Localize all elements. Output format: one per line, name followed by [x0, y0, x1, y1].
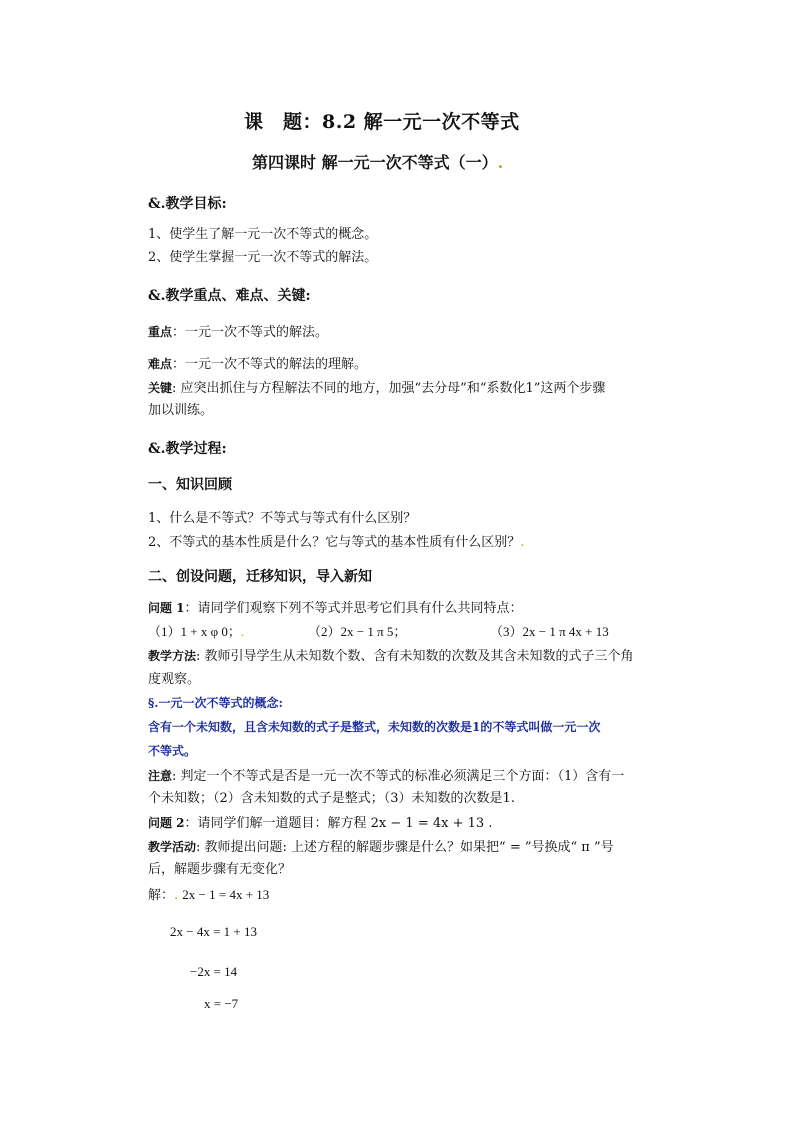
focus-line	[148, 322, 328, 343]
method-line-2: 度观察。	[148, 672, 201, 687]
note-label: 注意	[148, 769, 173, 783]
goals-heading: &.教学目标:	[148, 196, 227, 212]
problem-2-text: ：请同学们解一道题目：解方程 2x − 1 = 4x + 13 .	[184, 816, 493, 831]
problem-1-label: 问题 1	[148, 601, 185, 615]
key-label: 关键	[148, 381, 173, 395]
difficulty-label: 难点	[148, 357, 173, 371]
solution-mark: .	[174, 888, 179, 903]
problem-2-line	[148, 813, 492, 834]
problem-1-line	[148, 598, 523, 619]
goal-item-2: 2、使学生掌握一元一次不等式的解法。	[148, 250, 378, 265]
key-text-1: : 应突出抓住与方程解法不同的地方，加强“去分母”和“系数化1”这两个步骤	[172, 381, 606, 396]
review-question-2-mark: .	[520, 535, 525, 550]
solution-step-1: 2x − 1 = 4x + 13	[182, 887, 270, 902]
focus-label: 重点	[148, 325, 173, 339]
difficulty-line	[148, 354, 367, 375]
note-text-1: : 判定一个不等式是否是一元一次不等式的标准必须满足三个方面：（1）含有一	[172, 769, 625, 784]
goal-item-1: 1、使学生了解一元一次不等式的概念。	[148, 227, 378, 242]
review-question-2-text: 2、不等式的基本性质是什么？它与等式的基本性质有什么区别？	[148, 535, 521, 550]
activity-line-1	[148, 837, 614, 858]
activity-line-2: 后，解题步骤有无变化？	[148, 862, 292, 877]
activity-label: 教学活动	[148, 840, 197, 854]
key-line-1	[148, 378, 605, 399]
concept-definition-1: 含有一个未知数，且含未知数的式子是整式，未知数的次数是1的不等式叫做一元一次	[148, 720, 601, 734]
activity-text-1: : 教师提出问题: 上述方程的解题步骤是什么？如果把“ = ”号换成“ π ”号	[196, 840, 614, 855]
key-line-2: 加以训练。	[148, 403, 214, 418]
note-line-2: 个未知数；（2）含未知数的式子是整式；（3）未知数的次数是1.	[148, 791, 515, 806]
subtitle-mark: .	[497, 153, 504, 172]
inequality-1-text: （1）1 + x φ 0；	[148, 624, 241, 639]
problem-2-label: 问题 2	[148, 816, 185, 830]
solution-step-2: 2x − 4x = 1 + 13	[170, 924, 257, 939]
keypoints-heading: &.教学重点、难点、关键:	[148, 288, 311, 304]
solution-line	[148, 885, 269, 906]
difficulty-text: ：一元一次不等式的解法的理解。	[172, 357, 368, 372]
inequality-1	[148, 622, 244, 642]
subtitle-text: 第四课时 解一元一次不等式（一）	[252, 153, 498, 172]
solution-label: 解：	[148, 888, 175, 903]
section-new-knowledge-heading: 二、创设问题，迁移知识，导入新知	[148, 569, 372, 585]
method-label: 教学方法	[148, 649, 197, 663]
solution-step-4: x = −7	[204, 996, 239, 1011]
note-line-1	[148, 766, 624, 787]
concept-heading: §.一元一次不等式的概念:	[148, 696, 283, 710]
review-question-1: 1、什么是不等式？不等式与等式有什么区别？	[148, 511, 417, 526]
inequality-1-mark: .	[240, 624, 245, 639]
concept-definition-2: 不等式。	[148, 744, 197, 758]
section-review-heading: 一、知识回顾	[148, 477, 232, 493]
lesson-subtitle	[252, 150, 503, 173]
method-text-1: : 教师引导学生从未知数个数、含有未知数的次数及其含未知数的式子三个角	[196, 649, 634, 664]
process-heading: &.教学过程:	[148, 441, 227, 457]
review-question-2	[148, 533, 524, 553]
focus-text: ：一元一次不等式的解法。	[172, 325, 329, 340]
problem-1-text: ：请同学们观察下列不等式并思考它们具有什么共同特点：	[184, 601, 523, 616]
inequality-3: （3）2x − 1 π 4x + 13	[490, 624, 609, 639]
solution-step-3: −2x = 14	[190, 964, 238, 979]
method-line-1	[148, 646, 634, 667]
page-title: 课 题：8.2 解一元一次不等式	[244, 111, 520, 133]
inequality-2: （2）2x − 1 π 5；	[308, 624, 407, 639]
